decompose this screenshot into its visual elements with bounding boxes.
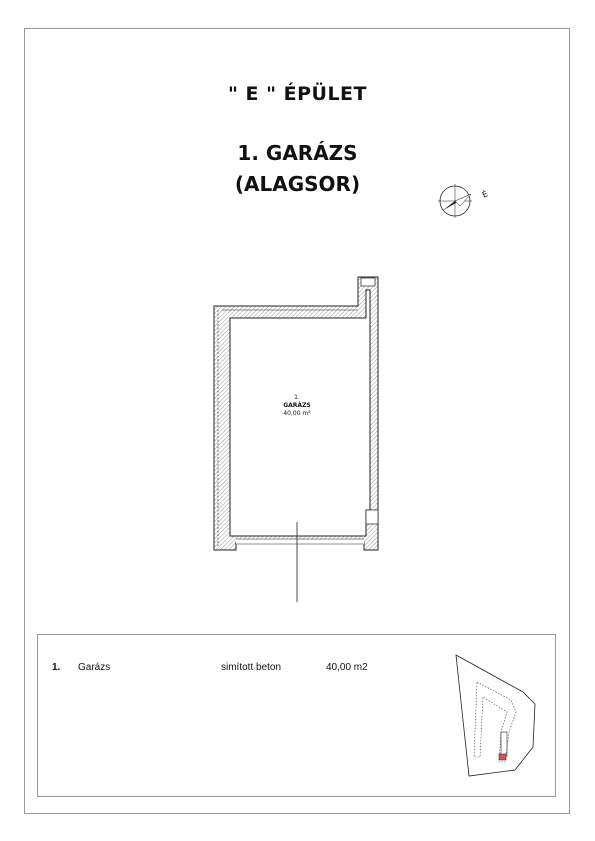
room-area: 40,00 m²	[283, 410, 311, 417]
level-title: (ALAGSOR)	[234, 172, 361, 196]
highlight-marker	[499, 754, 506, 760]
building-title: " E " ÉPÜLET	[228, 83, 367, 105]
compass-icon	[438, 181, 498, 226]
legend-row-material: simított beton	[221, 662, 282, 673]
floor-plan	[200, 260, 400, 610]
north-label: É	[480, 189, 490, 200]
legend-box	[37, 634, 556, 797]
room-title: 1. GARÁZS	[237, 141, 358, 165]
room-number: 1.	[294, 394, 300, 401]
legend-row-number: 1.	[52, 662, 61, 673]
room-name: GARÁZS	[283, 402, 311, 409]
room-label	[267, 394, 327, 418]
legend-row-area: 40,00 m2	[326, 662, 368, 673]
legend-row-name: Garázs	[78, 662, 111, 673]
site-plan	[453, 652, 538, 782]
